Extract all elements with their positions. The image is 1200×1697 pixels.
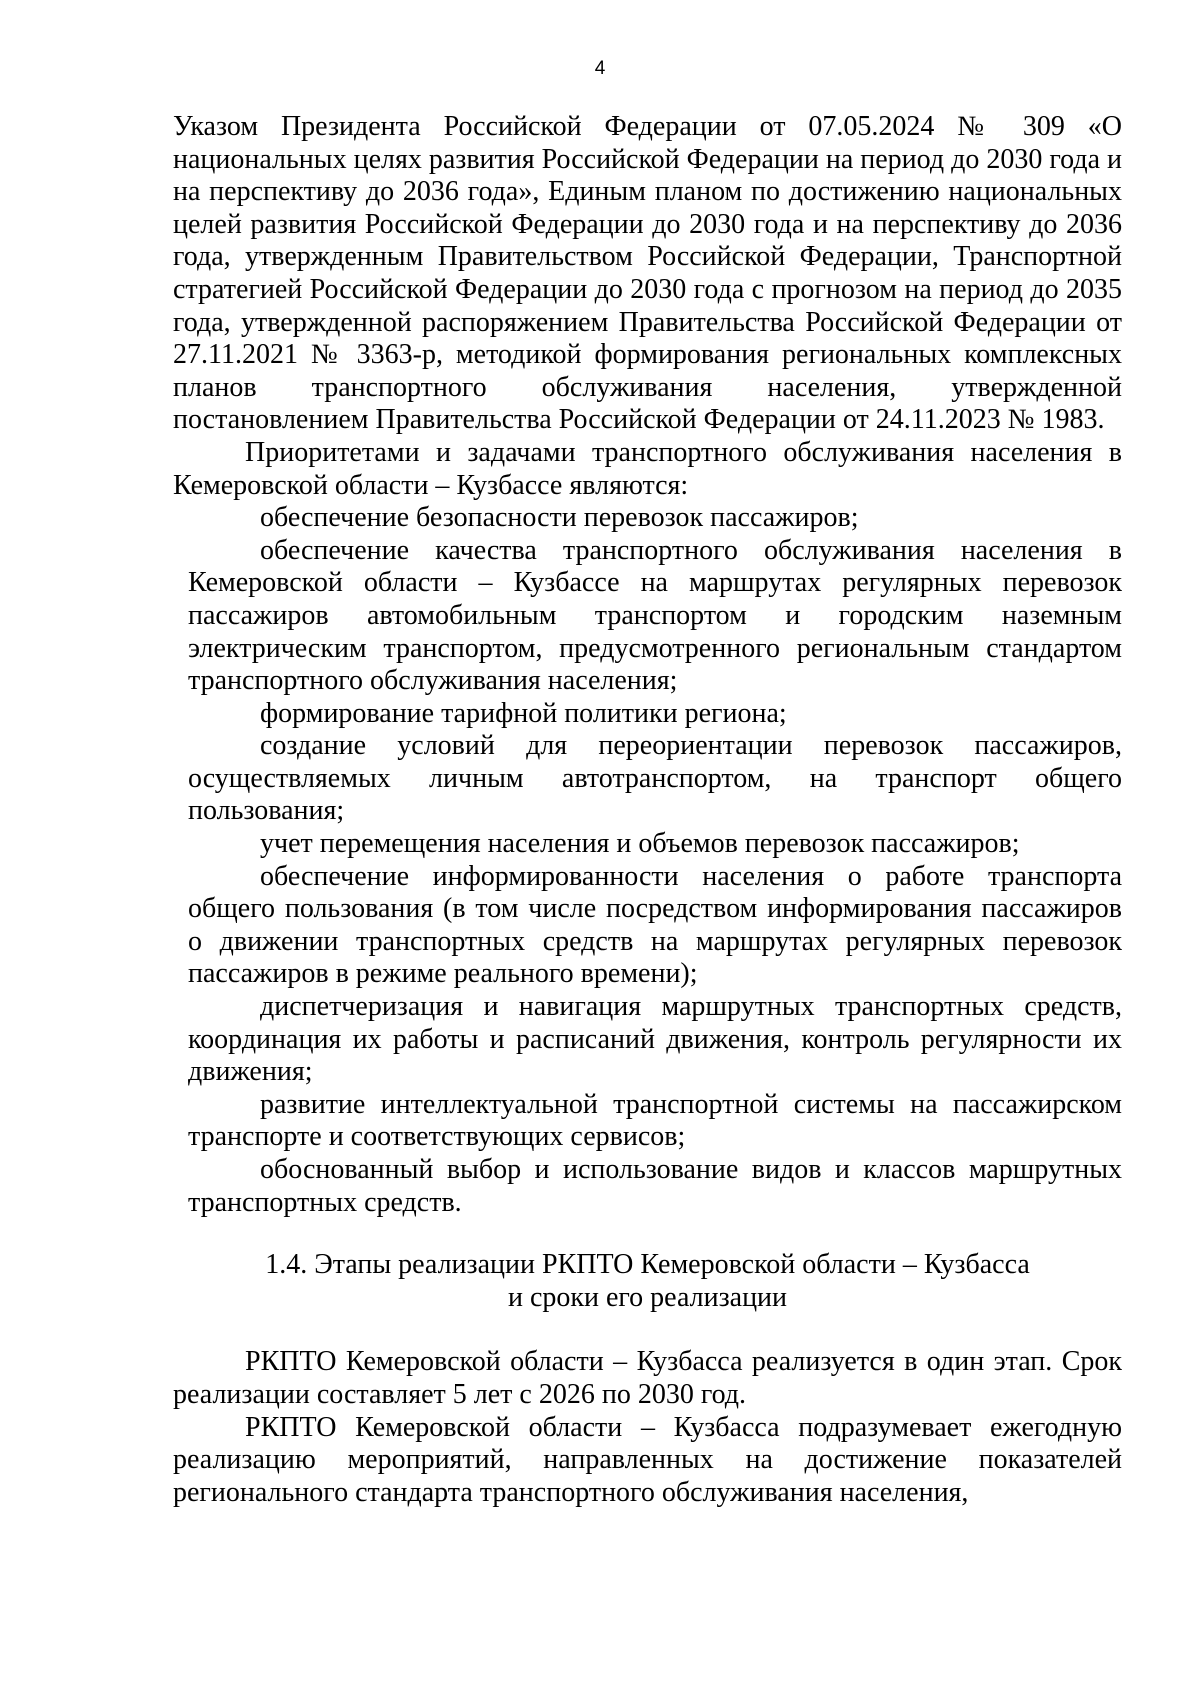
section-heading-line-1: 1.4. Этапы реализации РКПТО Кемеровской области – Кузбасса	[265, 1249, 1030, 1281]
paragraph-priorities-intro: Приоритетами и задачами транспортного обслуживания населения в Кемеровской области – Кузбассе являются:	[173, 436, 1122, 501]
list-item: обеспечение качества транспортного обслуживания населения в Кемеровской области – Кузбассе на маршрутах регулярных перевозок пассажиров автомобильным транспортом и городским наземным электрическим транспортом, предусмотренного региональным стандартом транспортного обслуживания населения;	[188, 534, 1122, 697]
paragraph-annual-implementation: РКПТО Кемеровской области – Кузбасса подразумевает ежегодную реализацию мероприятий, направленных на достижение показателей регионального стандарта транспортного обслуживания населения,	[173, 1411, 1122, 1508]
list-item: формирование тарифной политики региона;	[260, 697, 787, 729]
list-item: обоснованный выбор и использование видов и классов маршрутных транспортных средств.	[188, 1154, 1122, 1218]
paragraph-implementation-stage: РКПТО Кемеровской области – Кузбасса реализуется в один этап. Срок реализации составляет 5 лет с 2026 по 2030 год.	[173, 1346, 1122, 1410]
section-heading-line-2: и сроки его реализации	[507, 1281, 788, 1313]
list-item: обеспечение информированности населения о работе транспорта общего пользования (в том числе посредством информирования пассажиров о движении транспортных средств на маршрутах регулярных перевозок пассажиров в режиме реального времени);	[188, 860, 1122, 990]
list-item: диспетчеризация и навигация маршрутных транспортных средств, координация их работы и расписаний движения, контроль регулярности их движения;	[188, 991, 1122, 1088]
list-item: создание условий для переориентации перевозок пассажиров, осуществляемых личным автотранспортом, на транспорт общего пользования;	[188, 730, 1122, 827]
document-body	[173, 111, 1122, 1509]
paragraph-legal-basis: Указом Президента Российской Федерации от 07.05.2024 № 309 «О национальных целях развития Российской Федерации на период до 2030 года и на перспективу до 2036 года», Единым планом по достижению национальных целей развития Российской Федерации до 2030 года и на перспективу до 2036 года, утвержденным Правительством Российской Федерации, Транспортной стратегией Российской Федерации до 2030 года с прогнозом на период до 2035 года, утвержденной распоряжением Правительства Российской Федерации от 27.11.2021 № 3363-р, методикой формирования региональных комплексных планов транспортного обслуживания населения, утвержденной постановлением Правительства Российской Федерации от 24.11.2023 № 1983.	[173, 111, 1122, 436]
list-item: развитие интеллектуальной транспортной системы на пассажирском транспорте и соответствующих сервисов;	[188, 1088, 1122, 1153]
list-item: учет перемещения населения и объемов перевозок пассажиров;	[260, 828, 1020, 860]
page-number: 4	[594, 58, 606, 79]
priorities-list	[173, 502, 1122, 1219]
list-item: обеспечение безопасности перевозок пассажиров;	[260, 502, 859, 534]
section-heading	[173, 1249, 1122, 1314]
